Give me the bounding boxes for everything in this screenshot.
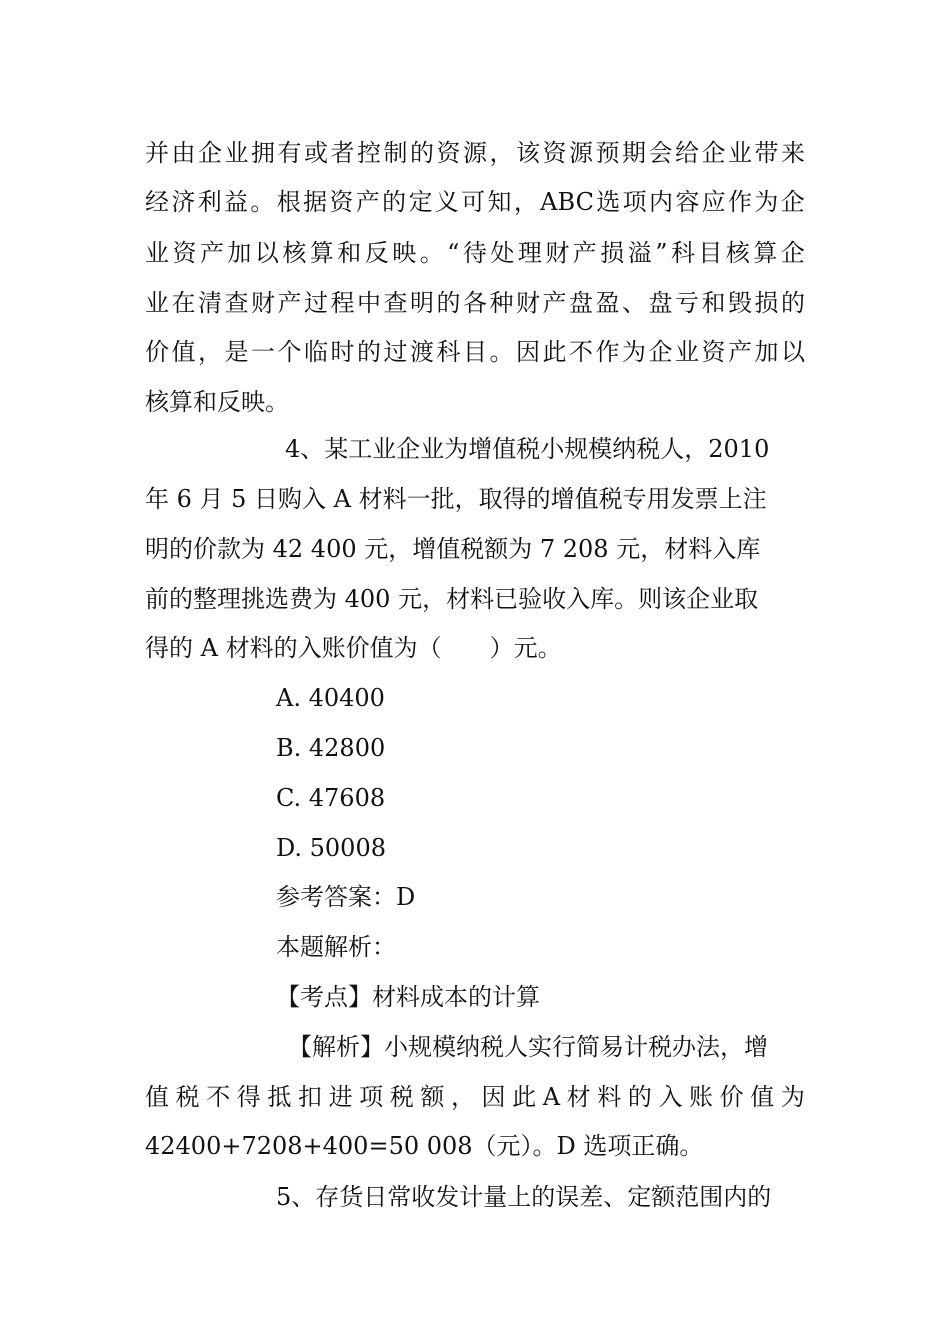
jiexi-line: 值 税 不 得 抵 扣 进 项 税 额 ， 因 此 A 材 料 的 入 账 价 值 为 bbox=[145, 1083, 805, 1111]
question-5-line: 5、存货日常收发计量上的误差、定额范围内的 bbox=[276, 1183, 772, 1211]
paragraph-line: 核算和反映。 bbox=[145, 388, 289, 416]
paragraph-line: 并 由 企 业 拥 有 或 者 控 制 的 资 源 ， 该 资 源 预 期 会 给 企 业 带 来 bbox=[145, 139, 805, 167]
jiexi-line: 42400+7208+400=50 008（元）。D 选项正确。 bbox=[145, 1132, 704, 1160]
paragraph-line: 价 值 ， 是 一 个 临 时 的 过 渡 科 目 。 因 此 不 作 为 企 业 资 产 加 以 bbox=[145, 338, 805, 366]
answer-line: 参考答案：D bbox=[276, 883, 416, 911]
analysis-label: 本题解析： bbox=[276, 933, 396, 961]
question-4-line: 前的整理挑选费为 400 元，材料已验收入库。则该企业取 bbox=[145, 585, 759, 613]
paragraph-line: 业 资 产 加 以 核 算 和 反 映 。 “ 待 处 理 财 产 损 溢 ” 科 目 核 算 企 bbox=[145, 239, 805, 267]
option-b: B. 42800 bbox=[276, 734, 386, 762]
question-4-line: 得的 A 材料的入账价值为（ ）元。 bbox=[145, 634, 562, 662]
option-a: A. 40400 bbox=[276, 684, 385, 712]
paragraph-line: 业 在 清 查 财 产 过 程 中 查 明 的 各 种 财 产 盘 盈 、 盘 亏 和 毁 损 的 bbox=[145, 289, 805, 317]
option-c: C. 47608 bbox=[276, 784, 386, 812]
question-4-line: 明的价款为 42 400 元，增值税额为 7 208 元，材料入库 bbox=[145, 535, 761, 563]
paragraph-line: 经 济 利 益 。 根 据 资 产 的 定 义 可 知 ， ABC 选 项 内 容 应 作 为 企 bbox=[145, 188, 805, 216]
question-4-line: 4、某工业企业为增值税小规模纳税人，2010 bbox=[285, 435, 770, 463]
jiexi-line: 【解析】小规模纳税人实行简易计税办法，增 bbox=[288, 1033, 768, 1061]
question-4-line: 年 6 月 5 日购入 A 材料一批，取得的增值税专用发票上注 bbox=[145, 485, 767, 513]
kaodian-line: 【考点】材料成本的计算 bbox=[276, 983, 540, 1011]
option-d: D. 50008 bbox=[276, 834, 386, 862]
